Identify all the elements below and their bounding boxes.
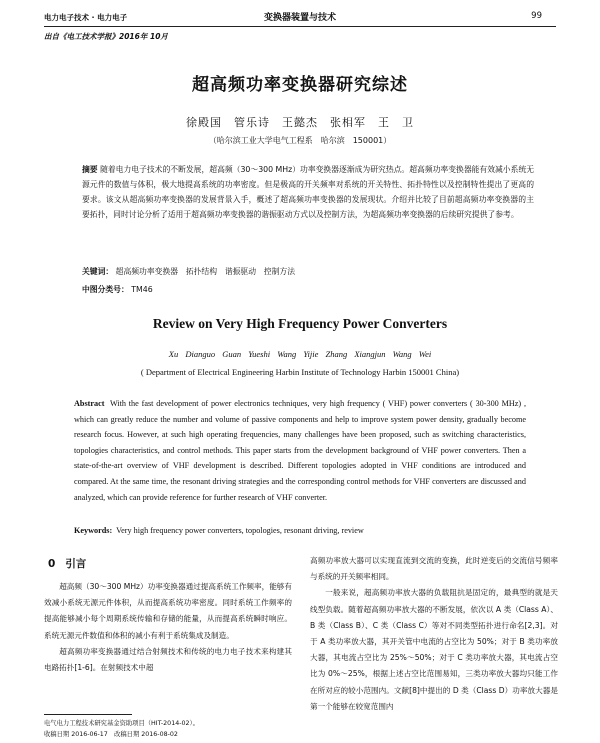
english-abstract	[74, 396, 526, 505]
running-header-title: 变换器装置与技术	[263, 13, 336, 23]
body-paragraph: 超高频功率变换器通过结合射频技术和传统的电力电子技术来构建其电路拓扑[1-6]。在射频技术中超	[44, 646, 292, 673]
chinese-keywords	[82, 266, 534, 277]
english-title: Review on Very High Frequency Power Converters	[152, 316, 448, 331]
english-authors: Xu Dianguo Guan Yueshi Wang Yijie Zhang Xiangjun Wang Wei	[168, 349, 432, 359]
chinese-affiliation: （哈尔滨工业大学电气工程系 哈尔滨 150001）	[208, 136, 392, 145]
chinese-authors: 徐殿国 管乐诗 王懿杰 张相军 王 卫	[186, 116, 414, 129]
section-number: 0	[48, 558, 56, 570]
footnote-dates: 收稿日期 2016-06-17 改稿日期 2016-08-02	[44, 731, 178, 738]
footnote-funding: 电气电力工程技术研究基金资助项目（HIT-2014-02）。	[44, 720, 199, 727]
body-paragraph: 超高频（30～300 MHz）功率变换器通过提高系统工作频率，能够有效减小系统无源元件体积，从而提高系统功率密度。同时系统工作频率的提高能够减小每个周期系统传输和存储的能量，从而提高系统瞬时响应。系统无源元件数值和体积的减小有利于系统集成及制造。	[44, 582, 292, 640]
chinese-title: 超高频功率变换器研究综述	[192, 75, 408, 95]
section-heading	[48, 556, 292, 571]
body-left-column	[44, 548, 292, 676]
chinese-abstract-label: 摘要	[82, 165, 98, 174]
body-paragraph: 高频功率放大器可以实现直流到交流的变换，此时逆变后的交流信号频率与系统的开关频率相同。	[310, 556, 558, 582]
english-abstract-text: With the fast development of power electronics techniques, very high frequency ( VHF) power converters ( 30-300 MHz) , which can greatly reduce the number and volume of passive components and help to improve system power density, gradually become research focus. However, at such high operating frequencies, many challenges have been proposed, such as switching characteristics, topologies characteristics, and control methods. This paper starts from the development background of VHF power converters. Then a state-of-the-art overview of VHF development is described. Different topologies adopted in VHF conditions are introduced and compared. At the same time, the resonant driving strategies and the corresponding control methods for VHF converters are discussed and analyzed, which can provide reference for further research of VHF converter.	[74, 399, 526, 502]
english-keywords-text: Very high frequency power converters, topologies, resonant driving, review	[116, 526, 364, 535]
english-affiliation: ( Department of Electrical Engineering Harbin Institute of Technology Harbin 150001 China)	[140, 367, 460, 377]
body-right-column	[310, 553, 558, 715]
classification-value: TM46	[131, 285, 153, 294]
journal-source-line: 出自《电工技术学报》2016年 10月	[44, 32, 168, 41]
body-paragraph: 一般来说，超高频功率放大器的负载阻抗是固定的，最典型的就是天线型负载。随着超高频功率放大器的不断发展，依次以 A 类（Class A）、B 类（Class B）、C 类（Class C）等对不同类型拓扑进行命名[2,3]。对于 A 类功率放大器，其开关管中电流的占空比为 50%；对于 B 类功率放大器，其电流占空比为 25%～50%；对于 C 类功率放大器，其电流占空比为 0%～25%，根据上述占空比范围易知，三类功率放大器均只能工作在所对应的较小范围内。文献[8]中提出的 D 类（Class D）功率放大器是第一个能够在较宽范围内	[310, 588, 558, 711]
classification-number	[82, 284, 534, 295]
chinese-keywords-text: 超高频功率变换器 拓扑结构 谐振驱动 控制方法	[115, 267, 295, 276]
english-keywords	[74, 526, 526, 535]
running-header-left: 电力电子技术 · 电力电子	[44, 13, 128, 22]
english-abstract-label: Abstract	[74, 399, 105, 408]
chinese-abstract-text: 随着电力电子技术的不断发展，超高频（30～300 MHz）功率变换器逐渐成为研究热点。超高频功率变换器能有效减小系统无源元件的数值与体积，极大地提高系统的功率密度。但是极高的开关频率对系统的开关特性、拓扑特性以及控制特性提出了更高的要求。该文从超高频功率变换器的发展背景入手，概述了超高频功率变换器的发展现状。介绍并比较了目前超高频功率变换器的主要拓扑，同时讨论分析了适用于超高频功率变换器的谐振驱动方式以及控制方法，为超高频功率变换器的后续研究提供了参考。	[82, 165, 534, 219]
classification-label: 中图分类号：	[82, 285, 129, 294]
page-number: 99	[531, 11, 542, 21]
header-rule	[44, 26, 556, 27]
chinese-keywords-label: 关键词：	[82, 267, 114, 276]
chinese-abstract	[82, 162, 534, 222]
footnote-rule	[44, 714, 132, 715]
english-keywords-label: Keywords:	[74, 526, 113, 535]
section-title: 引言	[65, 558, 87, 570]
